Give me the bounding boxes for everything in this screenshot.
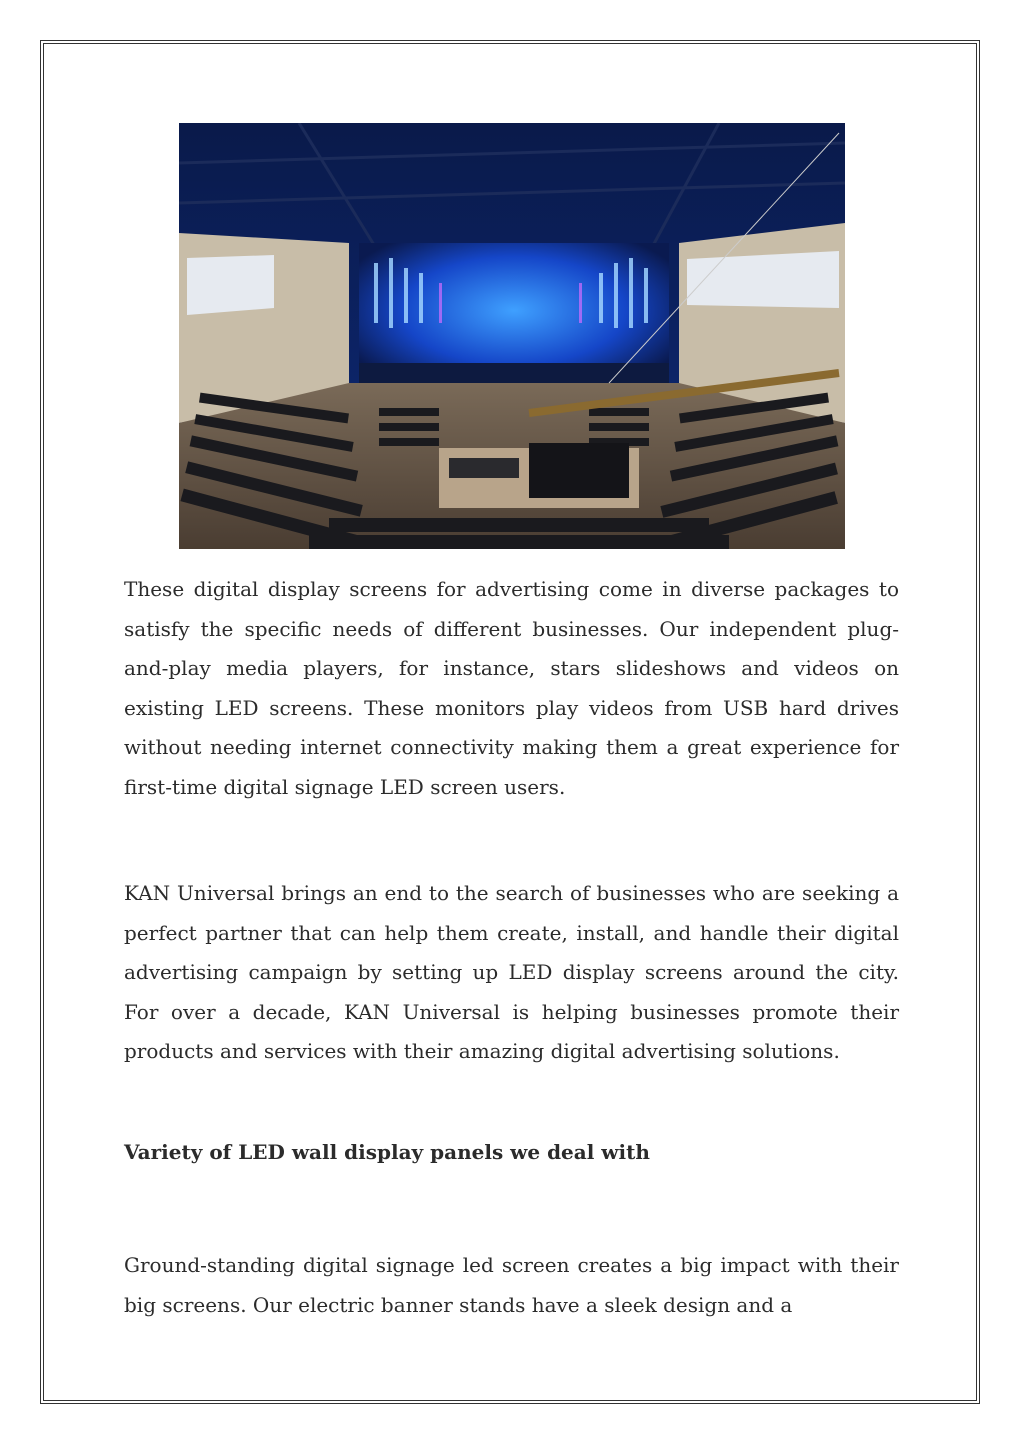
- paragraph-intro: These digital display screens for advertising come in diverse packages to satisfy the specific needs of different businesses. Our independent plug-and-play media players, for instance, stars slideshows and videos on existing LED screens. These monitors play videos from USB hard drives without needing internet connectivity making them a great experience for first-time digital signage LED screen users.: [124, 577, 899, 799]
- paragraph-kan-universal: KAN Universal brings an end to the search of businesses who are seeking a perfect partner that can help them create, install, and handle their digital advertising campaign by setting up LED display screens around the city. For over a decade, KAN Universal is helping businesses promote their products and services with their amazing digital advertising solutions.: [124, 881, 899, 1064]
- section-heading: Variety of LED wall display panels we deal with: [124, 1140, 650, 1164]
- auditorium-stage-photo: [179, 123, 845, 549]
- paragraph-ground-standing: Ground-standing digital signage led screen creates a big impact with their big screens. Our electric banner stands have a sleek design and a: [124, 1253, 899, 1317]
